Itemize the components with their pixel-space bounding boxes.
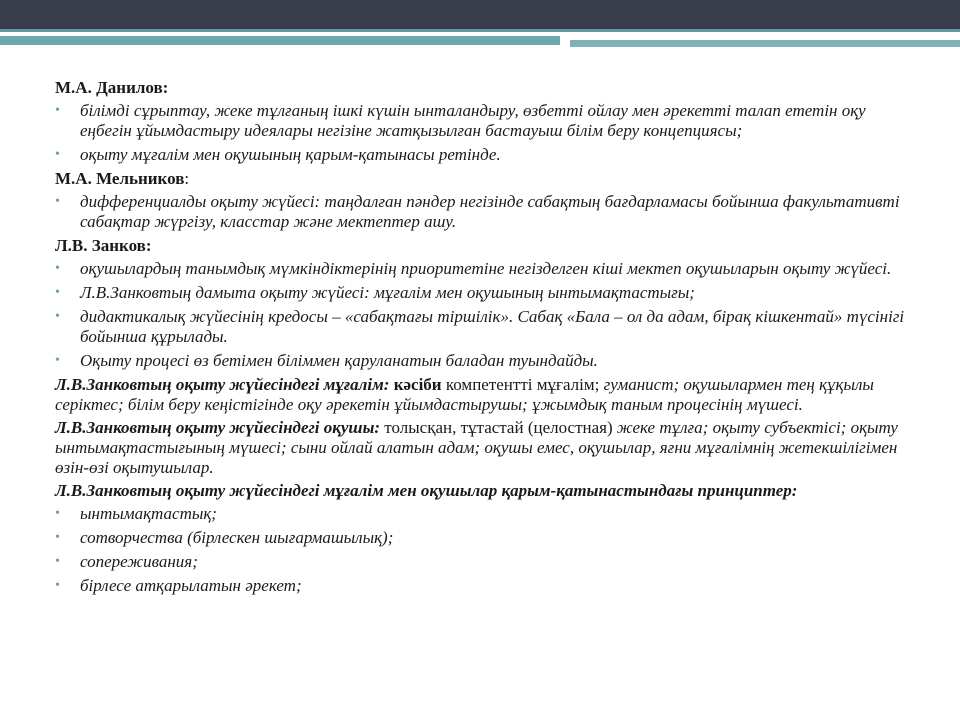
bullet-text: бірлесе атқарылатын әрекет; [80,576,302,595]
list-item [55,145,905,165]
principles-heading: Л.В.Занковтың оқыту жүйесіндегі мұғалім мен оқушылар қарым-қатынастындағы принциптер: [55,481,798,500]
list-item [55,307,905,347]
list-item [55,101,905,141]
bullet-icon: • [55,530,60,545]
zankov-heading: Л.В. Занков: [55,236,152,255]
accent-bar-right [570,40,960,47]
bullet-text: сопереживания; [80,552,198,571]
bullet-text: оқушылардың танымдық мүмкіндіктерінің приоритетіне негізделген кіші мектеп оқушыларын оқыту жүйесі. [80,259,892,278]
bullet-text: Оқыту процесі өз бетімен біліммен қаруланатын баладан туындайды. [80,351,598,370]
list-item [55,504,905,524]
student-paragraph: Л.В.Занковтың оқыту жүйесіндегі оқушы: толысқан, тұтастай (целостная) жеке тұлға; оқыту субъектісі; оқыту ынтымақтастығының мүшесі; сыни ойлай алатын адам; оқушы емес, оқушылар, яғни мұғалімнің жетекшілігімен өзін-өзі оқытушылар. [55,418,898,477]
bullet-icon: • [55,103,60,118]
bullet-icon: • [55,194,60,209]
bullet-text: дифференциалды оқыту жүйесі: таңдалған пәндер негізінде сабақтың бағдарламасы бойынша факультативті сабақтар жүргізу, класстар және мектептер ашу. [80,192,900,231]
list-item [55,552,905,572]
accent-bar-left [0,36,560,45]
bullet-icon: • [55,147,60,162]
list-item [55,283,905,303]
list-item [55,192,905,232]
melnikov-heading: М.А. Мельников: [55,169,190,188]
danilov-heading: М.А. Данилов: [55,78,169,97]
top-band [0,0,960,29]
bullet-text: дидактикалық жүйесінің кредосы – «сабақтағы тіршілік». Сабақ «Бала – ол да адам, бірақ кішкентай» түсінігі бойынша құрылады. [80,307,905,346]
bullet-text: Л.В.Занковтың дамыта оқыту жүйесі: мұғалім мен оқушының ынтымақтастығы; [80,283,695,302]
list-item [55,576,905,596]
bullet-icon: • [55,309,60,324]
list-item [55,259,905,279]
teacher-paragraph: Л.В.Занковтың оқыту жүйесіндегі мұғалім: кәсіби компетентті мұғалім; гуманист; оқушылармен тең құқылы серіктес; білім беру кеңістігінде оқу әрекетін ұйымдастырушы; ұжымдық таным процесінің мүшесі. [55,375,874,414]
teal-divider [0,29,960,32]
list-item [55,528,905,548]
bullet-icon: • [55,261,60,276]
bullet-icon: • [55,353,60,368]
bullet-text: оқыту мұғалім мен оқушының қарым-қатынасы ретінде. [80,145,501,164]
bullet-text: білімді сұрыптау, жеке тұлғаның ішкі күшін ынталандыру, өзбетті ойлау мен әрекетті талап ететін оқу еңбегін ұйымдастыру идеялары негізіне жатқызылған бастауыш білім беру концепциясы; [80,101,866,140]
bullet-icon: • [55,285,60,300]
bullet-icon: • [55,506,60,521]
bullet-icon: • [55,554,60,569]
bullet-text: сотворчества (бірлескен шығармашылық); [80,528,394,547]
bullet-icon: • [55,578,60,593]
list-item [55,351,905,371]
bullet-text: ынтымақтастық; [80,504,217,523]
slide-content [55,78,905,600]
